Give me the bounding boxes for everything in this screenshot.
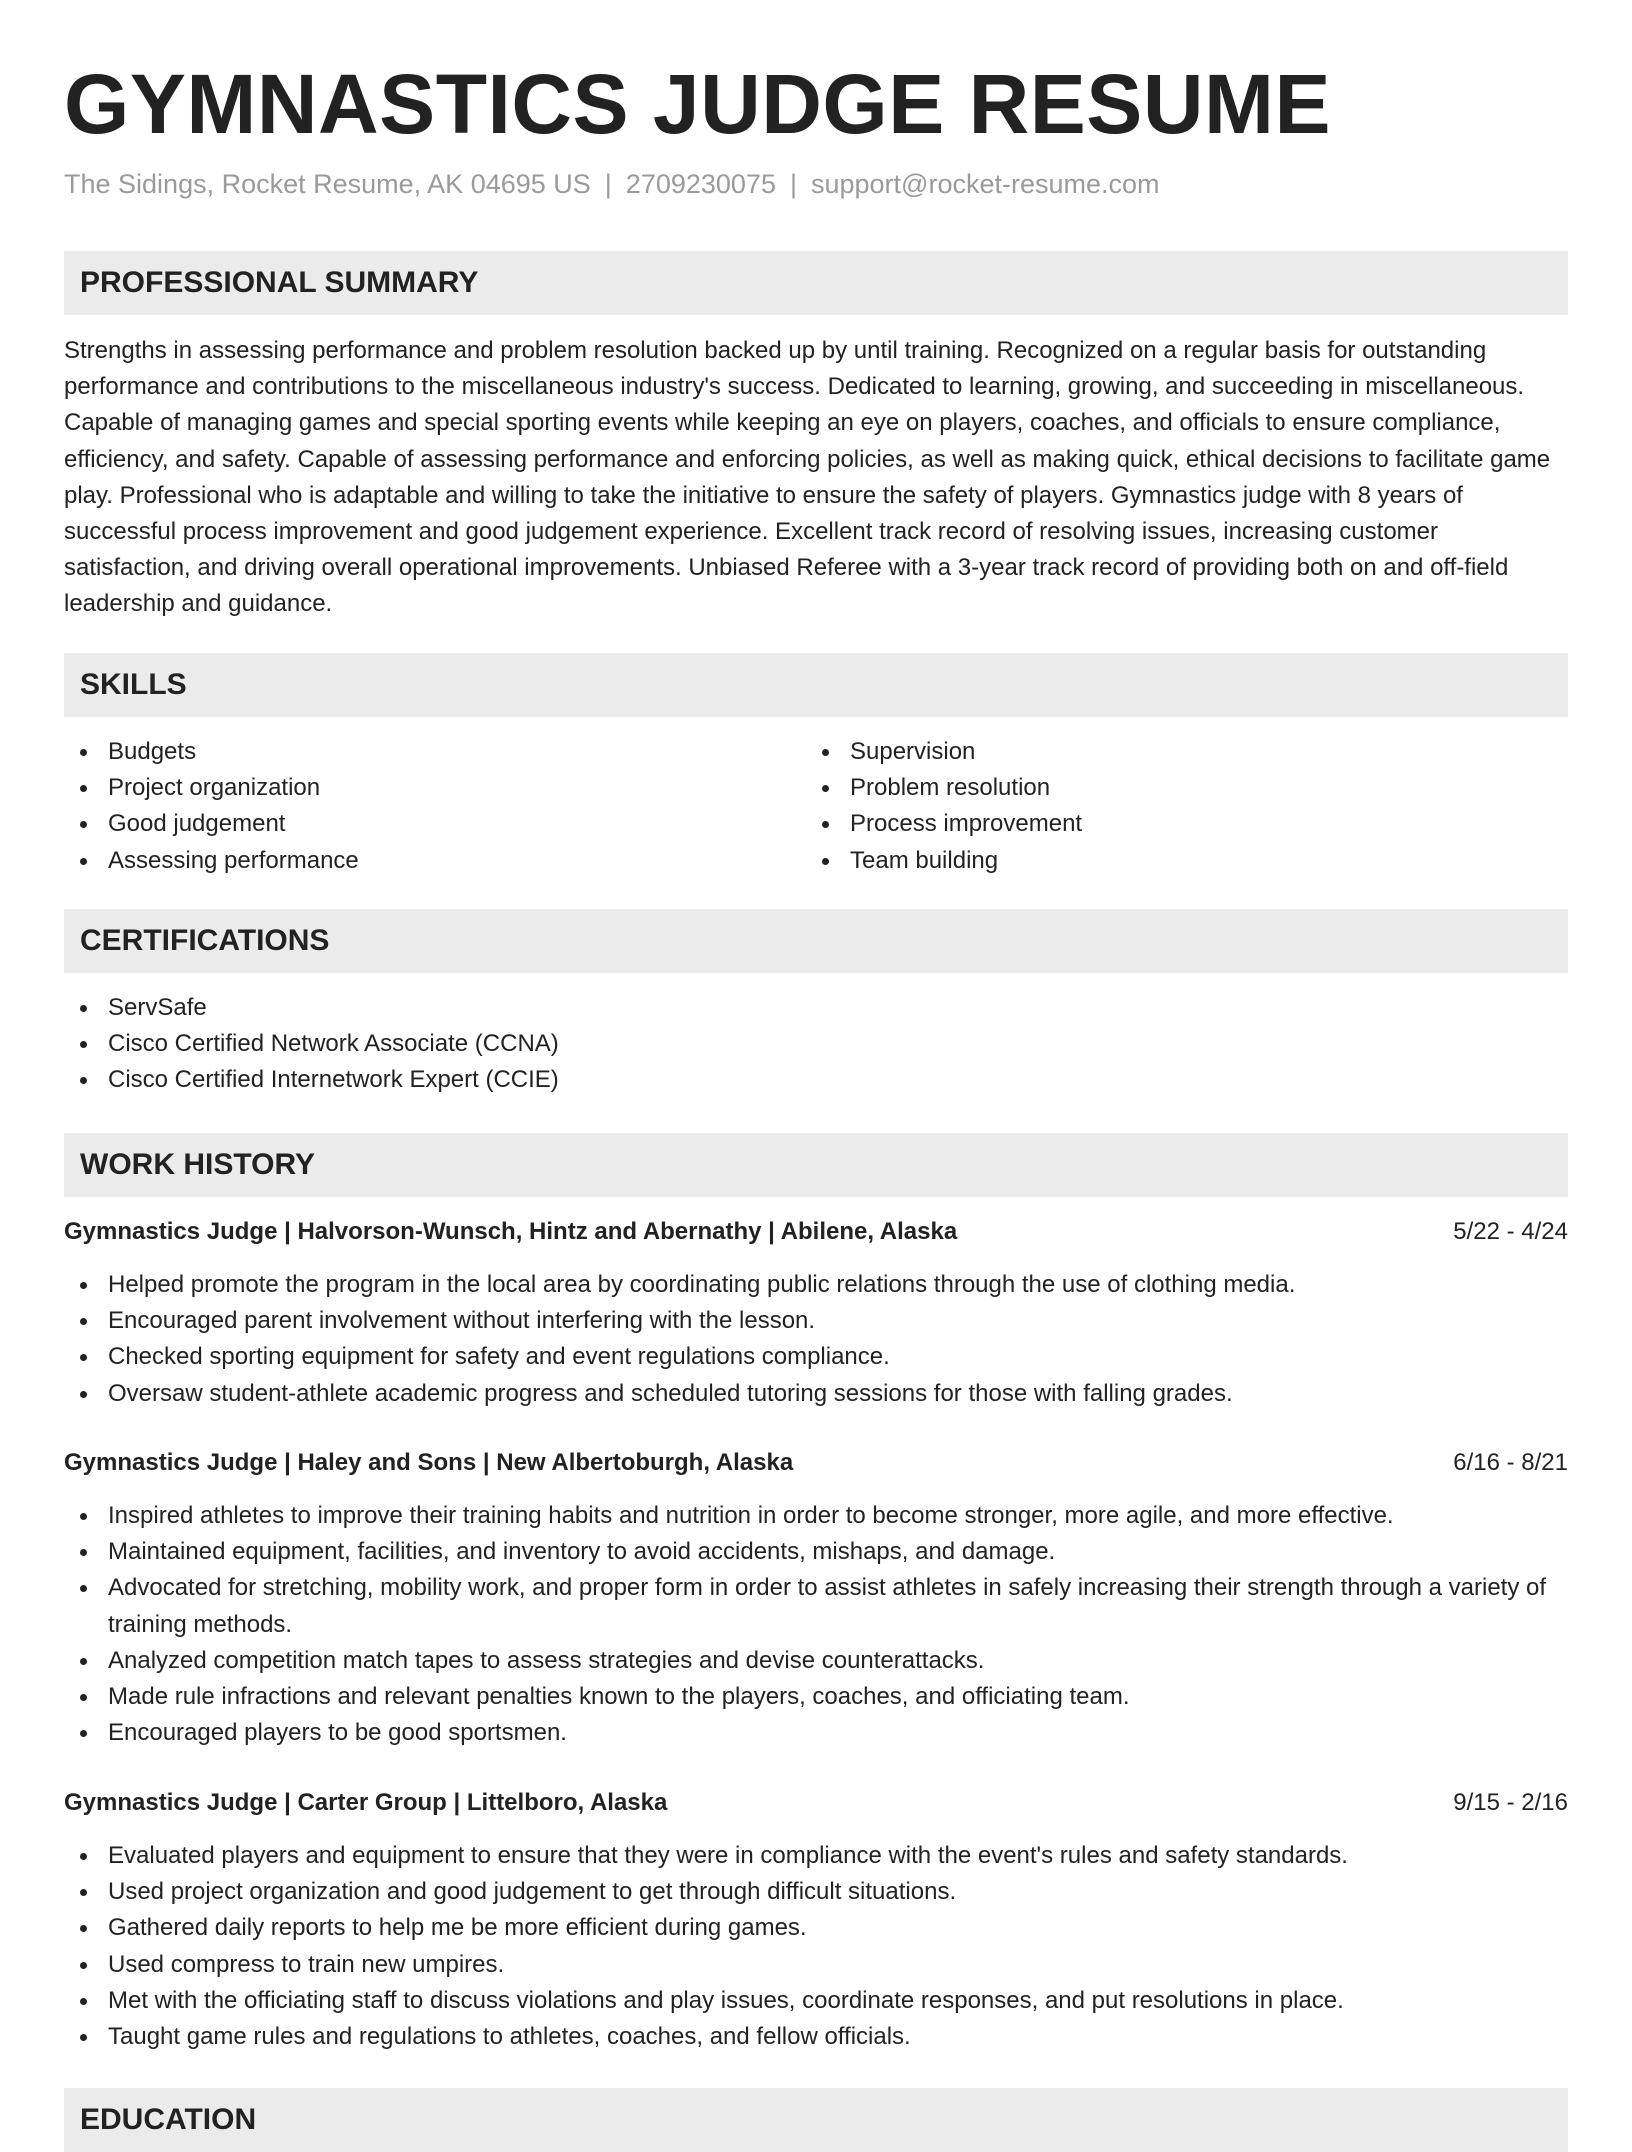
job-bullet: Made rule infractions and relevant penalties known to the players, coaches, and officiating team. xyxy=(64,1679,1568,1715)
skill-item: Assessing performance xyxy=(64,843,764,879)
contact-email: support@rocket-resume.com xyxy=(810,169,1160,199)
certification-item: Cisco Certified Network Associate (CCNA) xyxy=(64,1026,1568,1062)
skill-item: Problem resolution xyxy=(806,770,1506,806)
summary-body xyxy=(64,333,1568,623)
job-bullet-list xyxy=(64,1267,1568,1412)
skills-column-left xyxy=(64,734,764,879)
job-bullet: Encouraged players to be good sportsmen. xyxy=(64,1715,1568,1751)
job-bullet: Met with the officiating staff to discuss violations and play issues, coordinate responses, and put resolutions in place. xyxy=(64,1983,1568,2019)
job-bullet: Evaluated players and equipment to ensure that they were in compliance with the event's rules and safety standards. xyxy=(64,1838,1568,1874)
contact-address: The Sidings, Rocket Resume, AK 04695 US xyxy=(64,169,591,199)
skill-item: Team building xyxy=(806,843,1506,879)
summary-text: Strengths in assessing performance and problem resolution backed up by until training. Recognized on a regular basis for outstanding performance and contributions to the miscellaneous industry's success. Dedicated to learning, growing, and succeeding in miscellaneous. Capable of managing games and special sporting events while keeping an eye on players, coaches, and officials to ensure compliance, efficiency, and safety. Capable of assessing performance and enforcing policies, as well as making quick, ethical decisions to facilitate game play. Professional who is adaptable and willing to take the initiative to ensure the safety of players. Gymnastics judge with 8 years of successful process improvement and good judgement experience. Excellent track record of resolving issues, increasing customer satisfaction, and driving overall operational improvements. Unbiased Referee with a 3-year track record of providing both on and off-field leadership and guidance. xyxy=(64,337,1551,618)
certification-item: ServSafe xyxy=(64,990,1568,1026)
job-dates: 5/22 - 4/24 xyxy=(1453,1218,1568,1245)
job-bullet: Taught game rules and regulations to athletes, coaches, and fellow officials. xyxy=(64,2019,1568,2055)
skills-section-header xyxy=(64,653,1568,717)
job-bullet: Analyzed competition match tapes to assess strategies and devise counterattacks. xyxy=(64,1643,1568,1679)
certifications-section-header xyxy=(64,909,1568,973)
job-bullet-list xyxy=(64,1838,1568,2055)
work-history-section-header xyxy=(64,1133,1568,1197)
job-bullet: Helped promote the program in the local area by coordinating public relations through the use of clothing media. xyxy=(64,1267,1568,1303)
skills-list-left xyxy=(64,734,764,879)
skills-column-right xyxy=(806,734,1506,879)
job-bullet: Used project organization and good judgement to get through difficult situations. xyxy=(64,1874,1568,1910)
work-history-heading: WORK HISTORY xyxy=(80,1148,316,1181)
job-bullet: Checked sporting equipment for safety and event regulations compliance. xyxy=(64,1339,1568,1375)
skill-item: Supervision xyxy=(806,734,1506,770)
job-title: Gymnastics Judge | Carter Group | Littelboro, Alaska xyxy=(64,1789,668,1816)
skill-item: Good judgement xyxy=(64,806,764,842)
job-title: Gymnastics Judge | Halvorson-Wunsch, Hintz and Abernathy | Abilene, Alaska xyxy=(64,1218,958,1245)
education-heading: EDUCATION xyxy=(80,2103,257,2136)
job-bullet: Encouraged parent involvement without interfering with the lesson. xyxy=(64,1303,1568,1339)
contact-separator: | xyxy=(604,169,612,199)
job-responsibilities xyxy=(64,1838,1568,2055)
contact-separator: | xyxy=(789,169,797,199)
job-bullet: Used compress to train new umpires. xyxy=(64,1947,1568,1983)
contact-line xyxy=(64,166,1160,202)
job-bullet: Inspired athletes to improve their training habits and nutrition in order to become stronger, more agile, and more effective. xyxy=(64,1498,1568,1534)
resume-title: GYMNASTICS JUDGE RESUME xyxy=(64,57,1331,151)
job-responsibilities xyxy=(64,1498,1568,1751)
job-header xyxy=(64,1214,1568,1250)
summary-heading: PROFESSIONAL SUMMARY xyxy=(80,266,479,299)
certifications-heading: CERTIFICATIONS xyxy=(80,924,330,957)
job-bullet: Maintained equipment, facilities, and inventory to avoid accidents, mishaps, and damage. xyxy=(64,1534,1568,1570)
job-title: Gymnastics Judge | Haley and Sons | New Albertoburgh, Alaska xyxy=(64,1449,794,1476)
job-dates: 6/16 - 8/21 xyxy=(1453,1449,1568,1476)
skill-item: Process improvement xyxy=(806,806,1506,842)
job-header xyxy=(64,1445,1568,1481)
job-bullet: Advocated for stretching, mobility work, and proper form in order to assist athletes in safely increasing their strength through a variety of training methods. xyxy=(64,1570,1568,1642)
job-responsibilities xyxy=(64,1267,1568,1412)
education-section-header xyxy=(64,2088,1568,2152)
job-bullet-list xyxy=(64,1498,1568,1751)
job-bullet: Gathered daily reports to help me be more efficient during games. xyxy=(64,1910,1568,1946)
certifications-body xyxy=(64,990,1568,1099)
skills-list-right xyxy=(806,734,1506,879)
job-bullet: Oversaw student-athlete academic progress and scheduled tutoring sessions for those with falling grades. xyxy=(64,1376,1568,1412)
job-header xyxy=(64,1785,1568,1821)
contact-phone: 2709230075 xyxy=(625,169,776,199)
certifications-list xyxy=(64,990,1568,1099)
skill-item: Project organization xyxy=(64,770,764,806)
skills-heading: SKILLS xyxy=(80,668,187,701)
certification-item: Cisco Certified Internetwork Expert (CCIE) xyxy=(64,1062,1568,1098)
skill-item: Budgets xyxy=(64,734,764,770)
job-dates: 9/15 - 2/16 xyxy=(1453,1789,1568,1816)
summary-section-header xyxy=(64,251,1568,315)
